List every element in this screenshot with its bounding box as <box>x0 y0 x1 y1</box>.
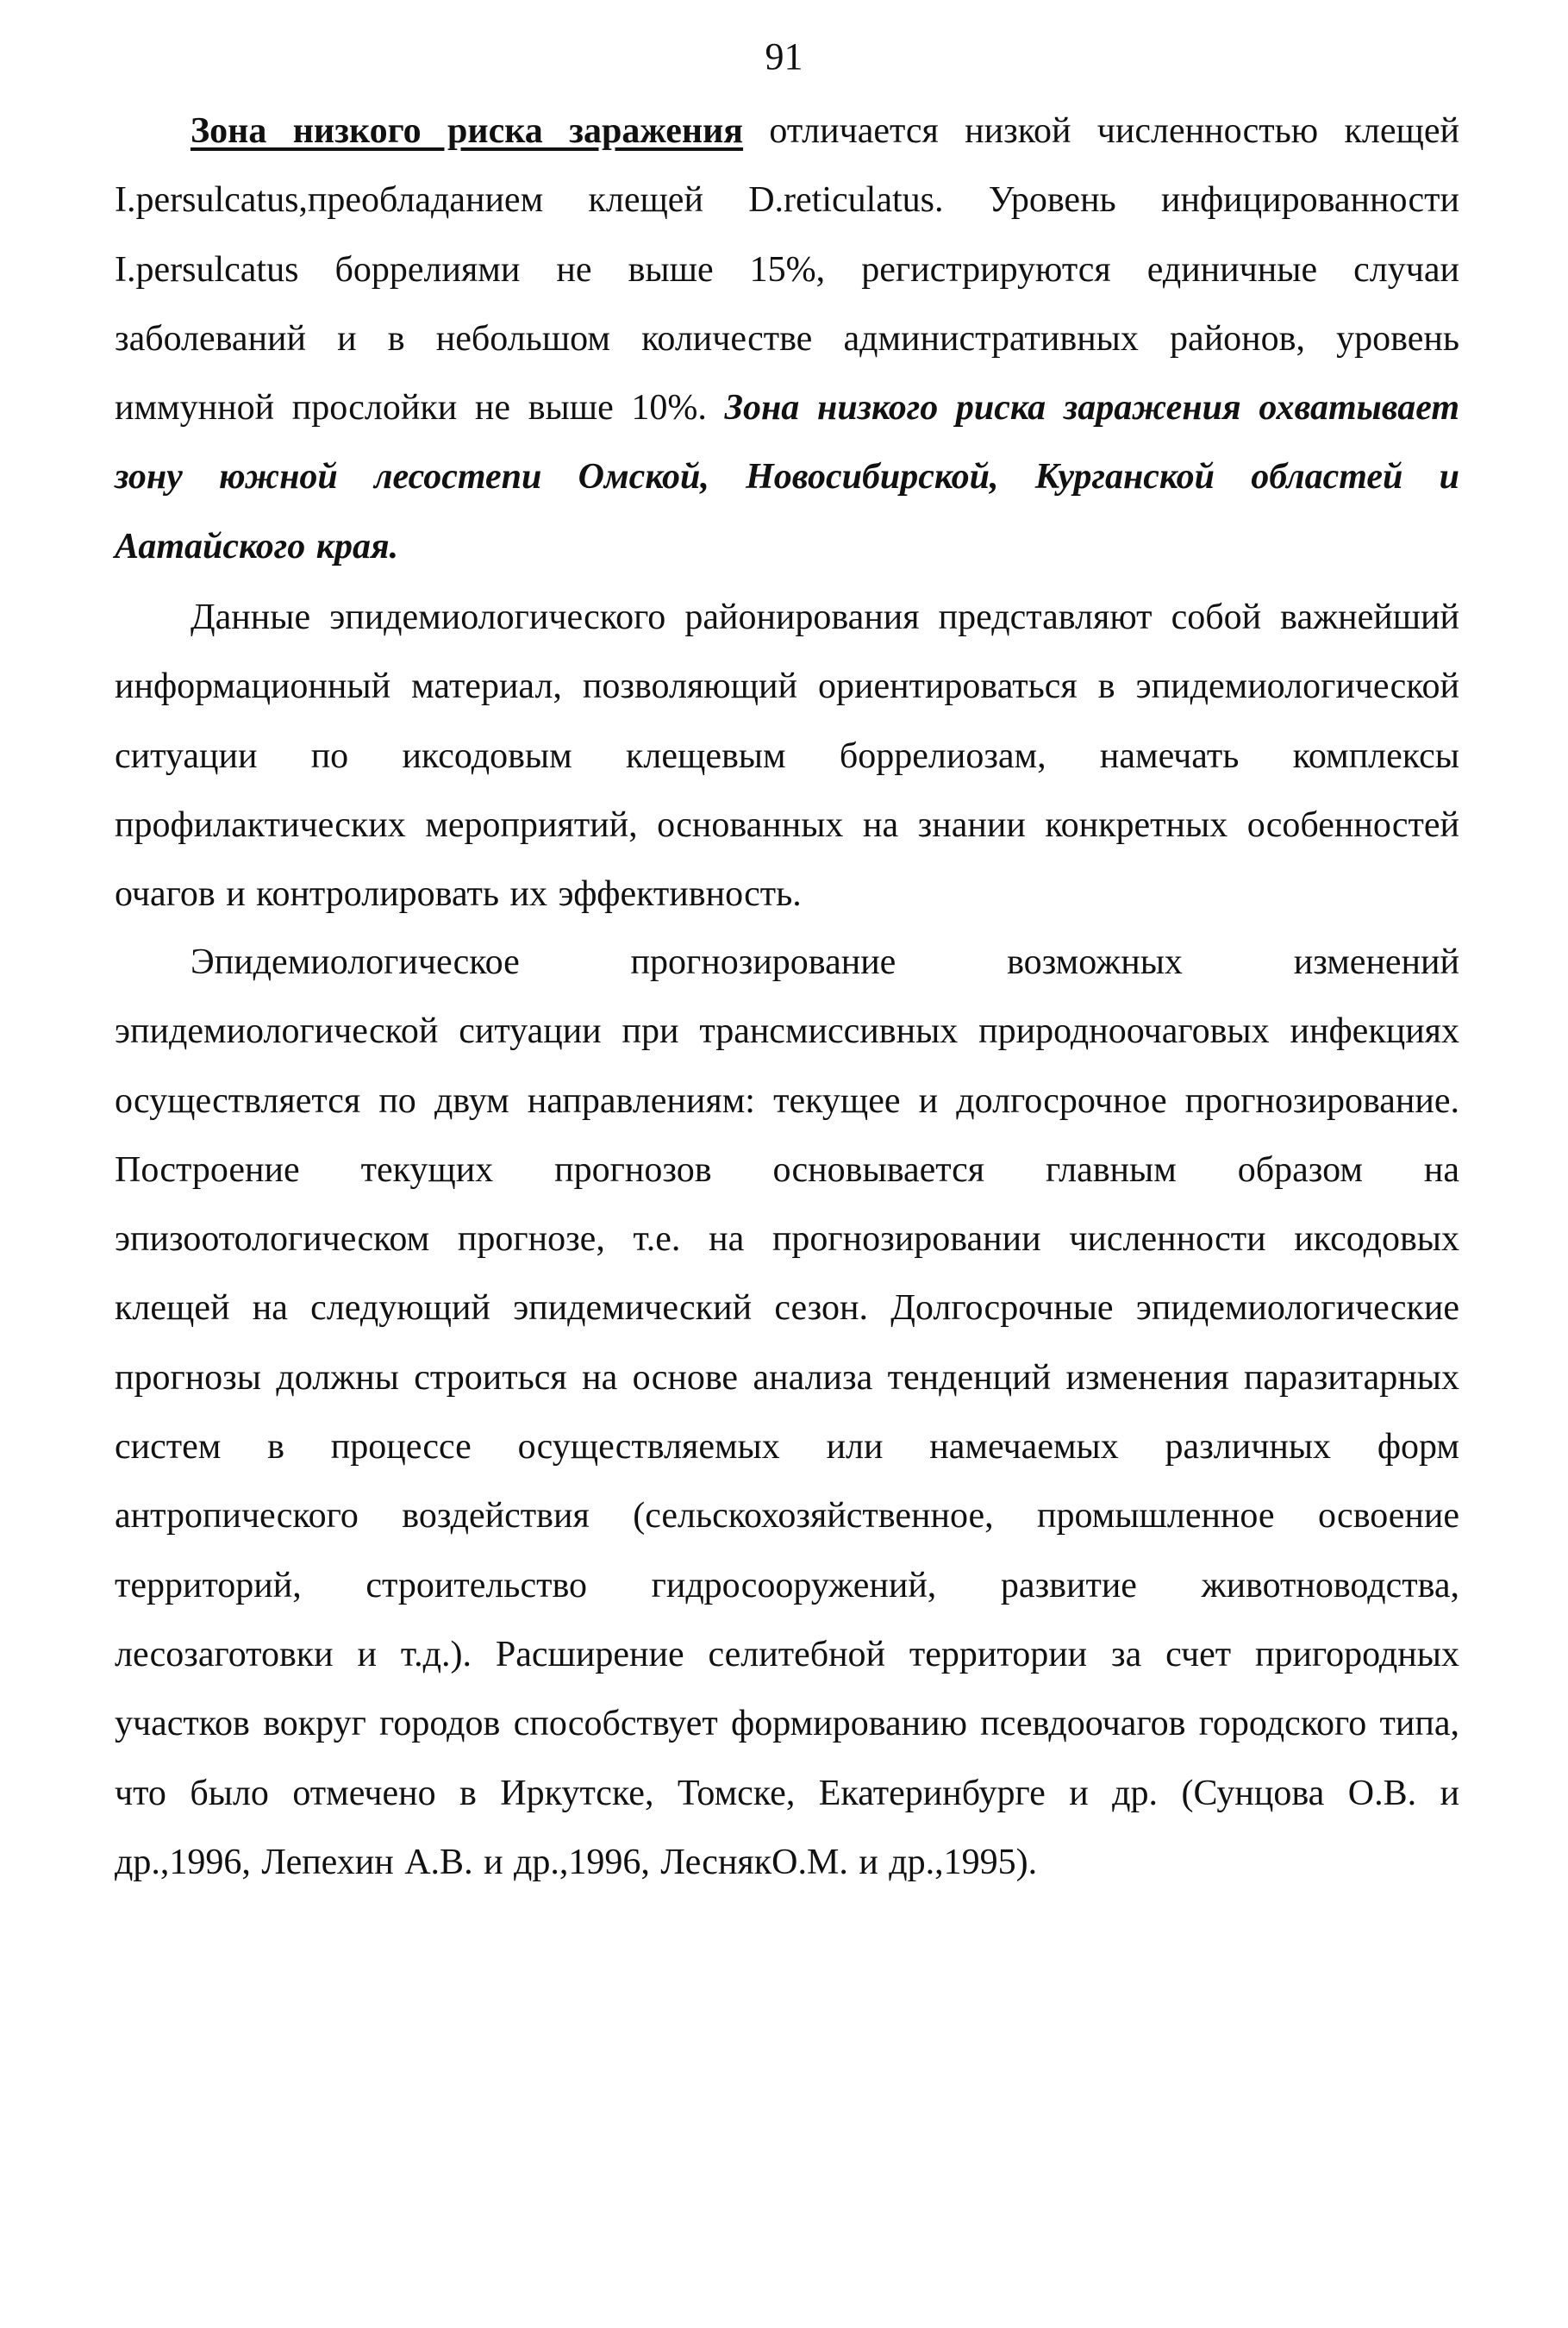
paragraph-3-text: Эпидемиологическое прогнозирование возможных изменений эпидемиологической ситуации при трансмиссивных природноочаговых инфекциях осуществляется по двум направлениям: текущее и долгосрочное прогнозирование. Построение текущих прогнозов основывается главным образом на эпизоотологическом прогнозе, т.е. на прогнозировании численности иксодовых клещей на следующий эпидемический сезон. Долгосрочные эпидемиологические прогнозы должны строиться на основе анализа тенденций изменения паразитарных систем в процессе осуществляемых или намечаемых различных форм антропического воздействия (сельскохозяйственное, промышленное освоение территорий, строительство гидросооружений, развитие животноводства, лесозаготовки и т.д.). Расширение селитебной территории за счет пригородных участков вокруг городов способствует формированию псевдоочагов городского типа, что было отмечено в Иркутске, Томске, Екатеринбурге и др. (Сунцова О.В. и др.,1996, Лепехин А.В. и др.,1996, ЛеснякО.М. и др.,1995). <box>115 942 1459 1882</box>
paragraph-low-risk-zone <box>115 97 1459 581</box>
paragraph-zoning-data <box>115 583 1459 929</box>
paragraph-1-text: отличается низкой численностью клещей I.persulcatus,преобладанием клещей D.reticulatus. Уровень инфицированности I.persulcatus боррелиями не выше 15%, регистрируются единичные случаи заболеваний и в небольшом количестве административных районов, уровень иммунной прослойки не выше 10%. <box>115 111 1459 429</box>
paragraph-1-emphasis: Зона низкого риска заражения охватывает зону южной лесостепи Омской, Новосибирской, Курганской областей и Аатайского края. <box>115 388 1460 566</box>
paragraph-forecasting <box>115 928 1459 1897</box>
page-number: 91 <box>765 35 803 78</box>
low-risk-zone-heading: Зона низкого риска заражения <box>191 111 744 151</box>
paragraph-2-text: Данные эпидемиологического районирования представляют собой важнейший информационный материал, позволяющий ориентироваться в эпидемиологической ситуации по иксодовым клещевым боррелиозам, намечать комплексы профилактических мероприятий, основанных на знании конкретных особенностей очагов и контролировать их эффективность. <box>115 598 1459 915</box>
